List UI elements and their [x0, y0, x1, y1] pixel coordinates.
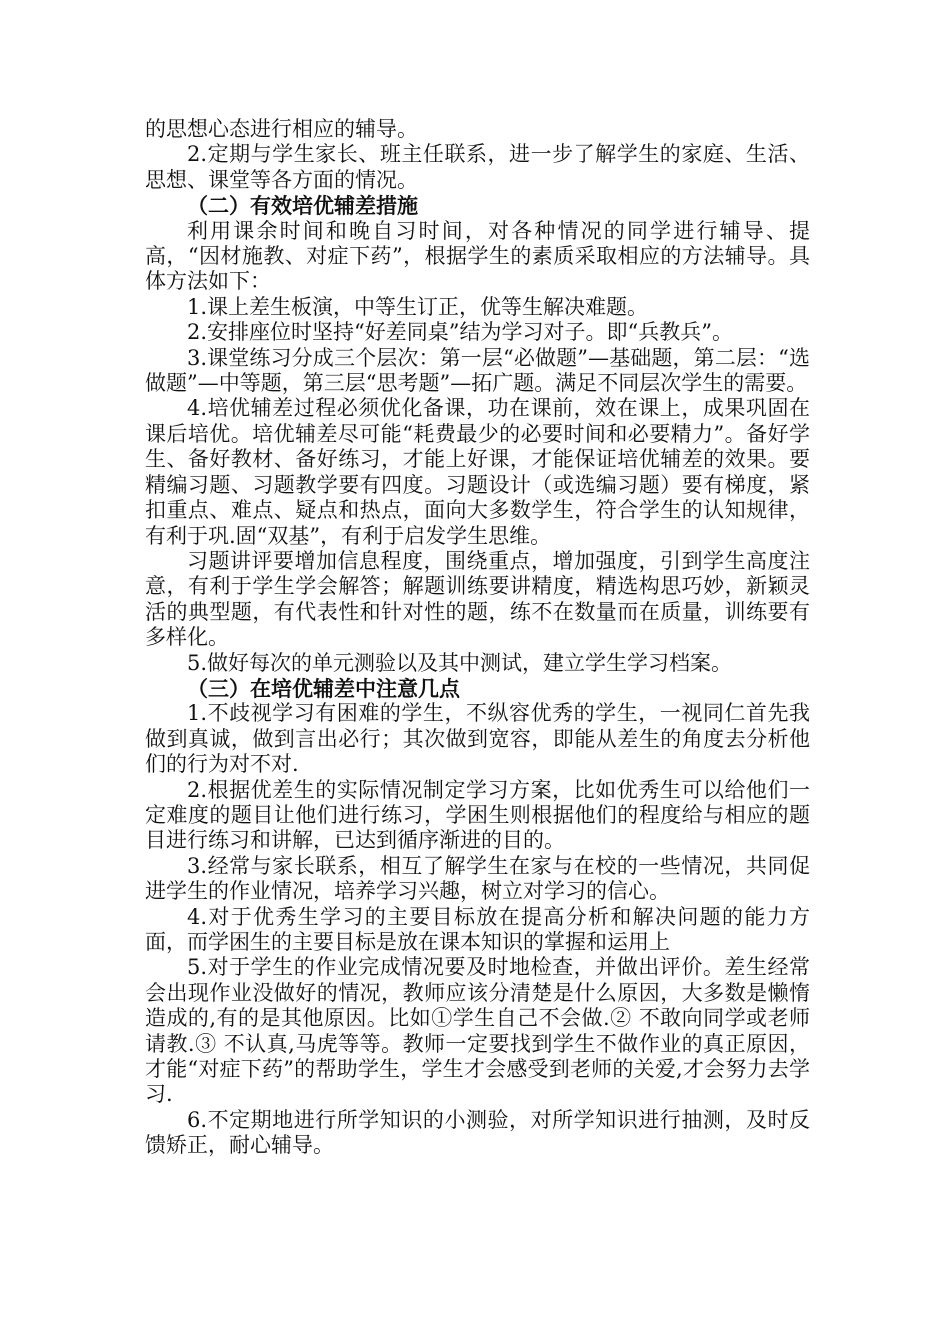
- section-heading-measures: （二）有效培优辅差措施: [187, 193, 418, 219]
- paragraph-note-1: 1.不歧视学习有困难的学生，不纵容优秀的学生，一视同仁首先我做到真诚，做到言出必行；其次做到宽容，即能从差生的角度去分析他们的行为对不对.: [145, 701, 810, 777]
- paragraph-contact-parents: 2.定期与学生家长、班主任联系，进一步了解学生的家庭、生活、思想、课堂等各方面的情况。: [145, 142, 810, 192]
- paragraph-method-1: 1.课上差生板演，中等生订正，优等生解决难题。: [187, 294, 649, 319]
- section-heading-notes: （三）在培优辅差中注意几点: [187, 675, 460, 701]
- paragraph-method-5: 5.做好每次的单元测验以及其中测试，建立学生学习档案。: [187, 650, 733, 675]
- paragraph-exercise-review: 习题讲评要增加信息程度，围绕重点，增加强度，引到学生高度注意，有利于学生学会解答；解题训练要讲精度，精选构思巧妙，新颖灵活的典型题，有代表性和针对性的题，练不在数量而在质量，训练要有多样化。: [145, 548, 810, 650]
- paragraph-continuation: 的思想心态进行相应的辅导。: [145, 117, 418, 141]
- paragraph-method-2: 2.安排座位时坚持“好差同桌”结为学习对子。即“兵教兵”。: [187, 320, 733, 345]
- paragraph-method-3: 3.课堂练习分成三个层次：第一层“必做题”—基础题，第二层：“选做题”—中等题，第三层“思考题”—拓广题。满足不同层次学生的需要。: [145, 345, 810, 396]
- paragraph-method-4: 4.培优辅差过程必须优化备课，功在课前，效在课上，成果巩固在课后培优。培优辅差尽可能“耗费最少的必要时间和必要精力”。备好学生、备好教材、备好练习，才能上好课，才能保证培优辅差的效果。要精编习题、习题教学要有四度。习题设计（或选编习题）要有梯度，紧扣重点、难点、疑点和热点，面向大多数学生，符合学生的认知规律，有利于巩.固“双基”，有利于启发学生思维。: [145, 396, 810, 548]
- paragraph-note-2: 2.根据优差生的实际情况制定学习方案，比如优秀生可以给他们一定难度的题目让他们进行练习，学困生则根据他们的程度给与相应的题目进行练习和讲解，已达到循序渐进的目的。: [145, 777, 810, 853]
- paragraph-note-5: 5.对于学生的作业完成情况要及时地检查，并做出评价。差生经常会出现作业没做好的情况，教师应该分清楚是什么原因，大多数是懒惰造成的,有的是其他原因。比如①学生自己不会做.② 不敢向同学或老师请教.③ 不认真,马虎等等。教师一定要找到学生不做作业的真正原因，才能“对症下药”的帮助学生，学生才会感受到老师的关爱,才会努力去学习.: [145, 955, 810, 1107]
- paragraph-note-3: 3.经常与家长联系，相互了解学生在家与在校的一些情况，共同促进学生的作业情况，培养学习兴趣，树立对学习的信心。: [145, 853, 810, 904]
- document-body: [145, 117, 810, 1159]
- paragraph-note-6: 6.不定期地进行所学知识的小测验，对所学知识进行抽测，及时反馈矫正，耐心辅导。: [145, 1107, 810, 1158]
- paragraph-measures-intro: 利用课余时间和晚自习时间，对各种情况的同学进行辅导、提高，“因材施教、对症下药”，根据学生的素质采取相应的方法辅导。具体方法如下：: [145, 218, 810, 294]
- paragraph-note-4: 4.对于优秀生学习的主要目标放在提高分析和解决问题的能力方面，而学困生的主要目标是放在课本知识的掌握和运用上: [145, 904, 810, 954]
